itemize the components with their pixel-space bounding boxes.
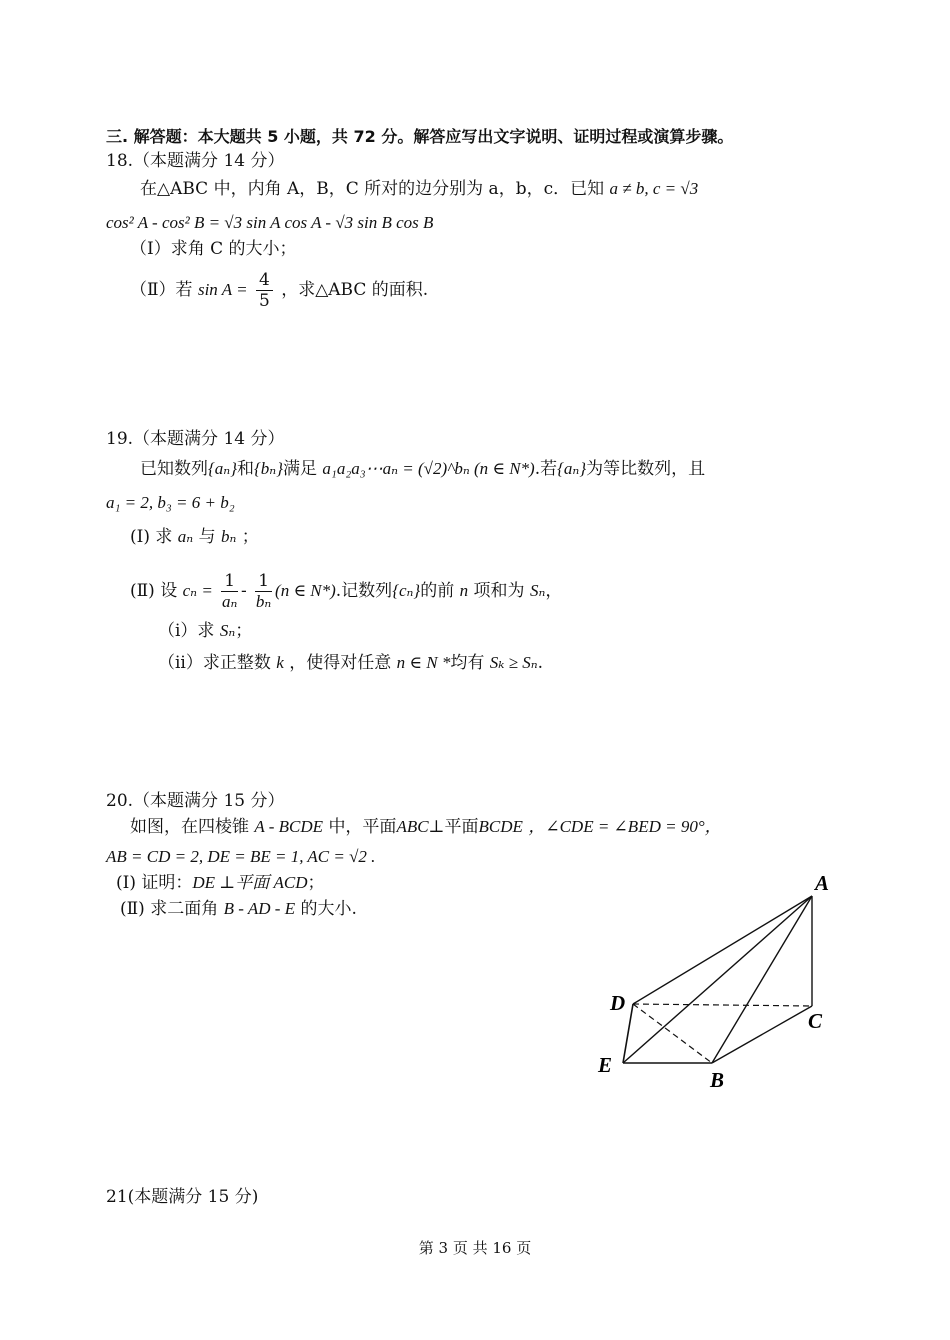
q19-product: a₁a₂a₃⋯aₙ = (√2)^bₙ (n ∈ N*) [322, 459, 535, 478]
q19-sub1 [158, 620, 252, 642]
q20-header: 20.（本题满分 15 分） [106, 791, 285, 811]
q19-seq-b: {bₙ} [254, 459, 283, 478]
fraction [221, 571, 238, 612]
q20-mid1: 中，平面 [328, 817, 397, 837]
fraction-numerator: 1 [221, 571, 238, 592]
q18-part2-math: sin A = [197, 280, 248, 299]
fraction [255, 571, 272, 612]
q19-part2-sum: 项和为 [473, 581, 525, 601]
q20-part1-suffix: ； [307, 873, 325, 893]
edge-BC [712, 1006, 812, 1063]
q19-satisfy: 满足 [283, 459, 317, 479]
q20-pyramid: A - BCDE [254, 817, 324, 836]
q20-angles: ，∠CDE = ∠BED = 90°， [528, 817, 722, 836]
q19-sub1-prefix: （i）求 [158, 621, 215, 641]
q20-perp: ⊥平面 [428, 817, 479, 837]
q20-plane2: BCDE [478, 817, 523, 836]
q18-intro: 在△ABC 中，内角 A，B，C 所对的边分别为 a，b，c．已知 [140, 179, 605, 199]
edge-AD [633, 896, 812, 1004]
fraction-numerator: 4 [256, 270, 273, 291]
q18-part1: （Ⅰ）求角 C 的大小； [130, 239, 297, 259]
q19-part2 [130, 571, 562, 612]
q19-part2-seq: {cₙ} [392, 581, 421, 600]
q19-part1-a: aₙ [177, 527, 194, 546]
edge-AB [712, 896, 812, 1063]
q19-sub2 [158, 652, 543, 674]
q19-seq-a2: {aₙ} [557, 459, 587, 478]
q19-part2-mid: .记数列 [335, 581, 393, 601]
q20-intro-prefix: 如图，在四棱锥 [130, 817, 249, 837]
q20-part1 [116, 872, 325, 894]
q19-part1-prefix: (I) 求 [130, 527, 173, 547]
q20-part2-prefix: (Ⅱ) 求二面角 [120, 899, 219, 919]
q19-if: .若 [534, 459, 558, 479]
q19-part1-b: bₙ [221, 527, 237, 546]
q19-part1-mid: 与 [198, 527, 216, 547]
q18-part2-suffix: ，求△ABC 的面积. [281, 280, 429, 300]
q18-intro-line [140, 178, 698, 200]
q18-header: 18.（本题满分 14 分） [106, 151, 285, 171]
q19-sub2-end: . [537, 653, 544, 673]
pyramid-figure [590, 866, 850, 1096]
q19-part2-c: cₙ = [182, 581, 213, 600]
label-C: C [808, 1009, 823, 1033]
q20-part2-math: B - AD - E [223, 899, 296, 918]
q19-part2-end: ， [545, 581, 563, 601]
q19-part2-mid2: 的前 [420, 581, 455, 601]
q19-and: 和 [237, 459, 254, 479]
q19-sub2-prefix: （ii）求正整数 [158, 653, 271, 673]
page-footer: 第 3 页 共 16 页 [418, 1239, 532, 1257]
label-D: D [610, 991, 626, 1015]
q20-intro-line [130, 816, 722, 838]
q18-part2-prefix: （Ⅱ）若 [130, 280, 193, 300]
q19-part2-prefix: (Ⅱ) 设 [130, 581, 178, 601]
q21-header: 21(本题满分 15 分) [106, 1187, 259, 1207]
q19-header: 19.（本题满分 14 分） [106, 429, 285, 449]
fraction [256, 270, 273, 311]
fraction-numerator: 1 [255, 571, 272, 592]
q19-part2-n: n [459, 581, 469, 600]
q19-intro-prefix: 已知数列 [140, 459, 208, 479]
q19-part1-suffix: ； [241, 527, 259, 547]
q18-condition: a ≠ b, c = √3 [609, 179, 699, 198]
q19-geo-text: 为等比数列，且 [586, 459, 706, 479]
q19-intro-line [140, 458, 705, 480]
label-B: B [710, 1068, 725, 1092]
section-heading: 三. 解答题：本大题共 5 小题，共 72 分。解答应写出文字说明、证明过程或演算步骤。 [106, 127, 734, 146]
q20-plane1: ABC [396, 817, 429, 836]
q20-part2-suffix: 的大小. [300, 899, 357, 919]
q19-sub2-cond: n ∈ N * [396, 653, 451, 672]
q19-initial: a₁ = 2, b₃ = 6 + b₂ [106, 493, 235, 512]
edge-AE [623, 896, 812, 1063]
q19-sub2-ineq: Sₖ ≥ Sₙ [489, 653, 538, 672]
label-A: A [815, 871, 830, 895]
q19-sub2-mid: ，使得对任意 [289, 653, 392, 673]
q18-part2 [130, 270, 428, 311]
q20-part2 [120, 898, 357, 920]
q19-sub2-k: k [276, 653, 284, 672]
q19-sub2-mid2: 均有 [450, 653, 485, 673]
minus-sign: - [241, 581, 247, 601]
fraction-denominator: bₙ [255, 592, 272, 611]
label-E: E [598, 1053, 613, 1077]
q20-part1-math: DE ⊥平面 ACD [192, 873, 308, 892]
q19-sub1-suffix: ； [235, 621, 253, 641]
edge-DB [633, 1004, 712, 1063]
edge-DC [633, 1004, 812, 1006]
q19-part2-S: Sₙ [529, 581, 546, 600]
q19-part1 [130, 526, 259, 548]
q19-seq-a: {aₙ} [208, 459, 237, 478]
q20-part1-prefix: (I) 证明： [116, 873, 193, 893]
q20-lengths: AB = CD = 2, DE = BE = 1, AC = √2 . [106, 847, 376, 866]
fraction-denominator: 5 [258, 291, 270, 311]
fraction-denominator: aₙ [221, 592, 238, 611]
q18-equation: cos² A - cos² B = √3 sin A cos A - √3 sin B cos B [106, 213, 434, 232]
q19-part2-cond: (n ∈ N*) [275, 581, 336, 600]
q19-sub1-S: Sₙ [219, 621, 236, 640]
